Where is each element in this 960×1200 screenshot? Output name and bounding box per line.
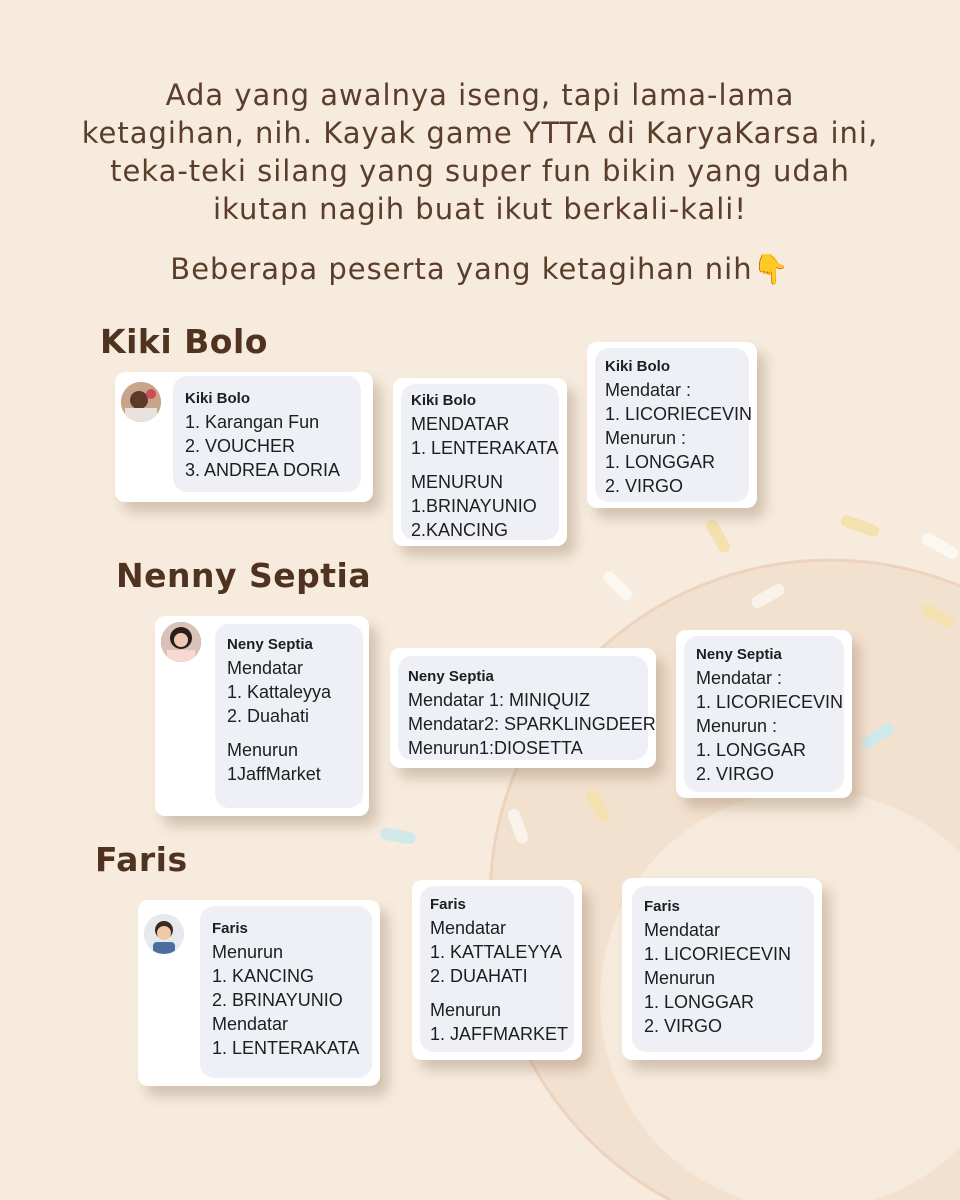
- comment-line: 2.KANCING: [411, 520, 509, 540]
- comment-line: 1. Kattaleyya: [227, 682, 332, 702]
- comment-screenshot: [115, 372, 373, 502]
- comment-line: Menurun: [644, 968, 716, 988]
- comment-line: Mendatar :: [605, 380, 692, 400]
- comment-line: Menurun :: [696, 716, 778, 736]
- comment-bubble: [420, 886, 574, 1052]
- comment-bubble: [632, 886, 814, 1052]
- comment-line: Mendatar2: SPARKLINGDEER: [408, 714, 656, 734]
- comment-author: Faris: [430, 896, 466, 913]
- comment-bubble: [215, 624, 363, 808]
- comment-line: 1. LENTERAKATA: [411, 438, 559, 458]
- comment-line: Menurun: [212, 942, 284, 962]
- comment-screenshot: [155, 616, 369, 816]
- participant-name: Kiki Bolo: [100, 322, 268, 361]
- comment-line: Mendatar 1: MINIQUIZ: [408, 690, 591, 710]
- comment-author: Kiki Bolo: [605, 358, 671, 375]
- comment-screenshot: [138, 900, 380, 1086]
- comment-line: Menurun1:DIOSETTA: [408, 738, 583, 758]
- comment-line: 2. BRINAYUNIO: [212, 990, 343, 1010]
- comment-bubble: [173, 376, 361, 492]
- comment-screenshot: [412, 880, 582, 1060]
- comment-line: Mendatar: [212, 1014, 289, 1034]
- comment-screenshot: [676, 630, 852, 798]
- comment-line: Mendatar: [430, 918, 507, 938]
- comment-line: MENDATAR: [411, 414, 510, 434]
- avatar: [161, 622, 201, 662]
- comment-author: Neny Septia: [408, 668, 494, 685]
- comment-author: Neny Septia: [227, 636, 313, 653]
- comment-line: 2. VIRGO: [644, 1016, 723, 1036]
- comment-line: Menurun :: [605, 428, 687, 448]
- comment-line: 2. VIRGO: [605, 476, 684, 496]
- comment-bubble: [200, 906, 372, 1078]
- comment-line: 1. LICORIECEVIN: [605, 404, 753, 424]
- comment-author: Faris: [644, 898, 680, 915]
- comment-line: 1. Karangan Fun: [185, 412, 320, 432]
- comment-author: Kiki Bolo: [411, 392, 477, 409]
- comment-line: 1. LONGGAR: [605, 452, 716, 472]
- subtitle: Beberapa peserta yang ketagihan nih👇: [170, 252, 790, 286]
- comment-line: 1. LENTERAKATA: [212, 1038, 360, 1058]
- comment-line: MENURUN: [411, 472, 503, 492]
- comment-author: Neny Septia: [696, 646, 782, 663]
- comment-screenshot: [390, 648, 656, 768]
- comment-line: 1. JAFFMARKET: [430, 1024, 569, 1044]
- pointing-down-icon: 👇: [752, 252, 790, 286]
- comment-line: Mendatar: [227, 658, 304, 678]
- comment-line: Mendatar: [644, 920, 721, 940]
- comment-line: 1. LICORIECEVIN: [644, 944, 792, 964]
- comment-screenshot: [622, 878, 822, 1060]
- comment-bubble: [401, 384, 559, 540]
- comment-line: 2. DUAHATI: [430, 966, 528, 986]
- comment-line: 1. LONGGAR: [696, 740, 807, 760]
- comment-line: 2. Duahati: [227, 706, 310, 726]
- comment-line: 1JaffMarket: [227, 764, 321, 784]
- comment-line: 1. KATTALEYYA: [430, 942, 563, 962]
- comment-line: 3. ANDREA DORIA: [185, 460, 341, 480]
- comment-line: 1. LONGGAR: [644, 992, 755, 1012]
- intro-text: Ada yang awalnya iseng, tapi lama-lama ketagihan, nih. Kayak game YTTA di KaryaKarsa ini, teka-teki silang yang super fun bikin yang udah ikutan nagih buat ikut berkali-kali!: [81, 78, 879, 226]
- comment-bubble: [684, 636, 844, 792]
- comment-line: 2. VIRGO: [696, 764, 775, 784]
- comment-bubble: [595, 348, 753, 502]
- comment-line: 1.BRINAYUNIO: [411, 496, 537, 516]
- participant-name: Nenny Septia: [116, 556, 372, 595]
- comment-screenshot: [587, 342, 757, 508]
- avatar: [144, 914, 184, 954]
- comment-bubble: [398, 656, 656, 760]
- comment-author: Faris: [212, 920, 248, 937]
- comment-line: 2. VOUCHER: [185, 436, 296, 456]
- comment-line: Menurun: [430, 1000, 502, 1020]
- comment-line: 1. KANCING: [212, 966, 315, 986]
- comment-line: Menurun: [227, 740, 299, 760]
- comment-line: Mendatar :: [696, 668, 783, 688]
- participant-name: Faris: [95, 840, 188, 879]
- comment-author: Kiki Bolo: [185, 390, 251, 407]
- comment-line: 1. LICORIECEVIN: [696, 692, 844, 712]
- comment-screenshot: [393, 378, 567, 546]
- avatar: [121, 382, 161, 422]
